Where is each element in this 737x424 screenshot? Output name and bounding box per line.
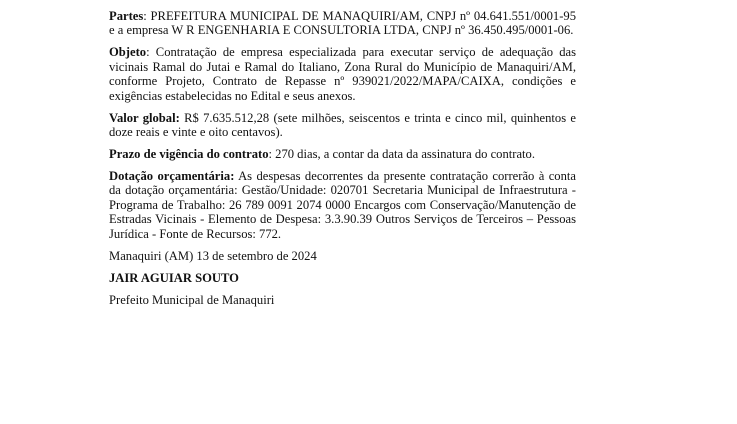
place-date: Manaquiri (AM) 13 de setembro de 2024 (109, 248, 317, 263)
prazo-paragraph (109, 147, 576, 161)
objeto-text: : Contratação de empresa especializada para executar serviço de adequação das vicinais Ramal do Jutai e Ramal do Italiano, Zona Rural do Município de Manaquiri/AM, conforme Projeto, Contrato de Repasse nº 939021/2022/MAPA/CAIXA, condições e exigências estabelecidas no Edital e seus anexos. (109, 45, 576, 103)
contract-extract (109, 9, 576, 308)
valor-global-text: R$ 7.635.512,28 (sete milhões, seiscentos e trinta e cinco mil, quinhentos e doze reais e vinte e oito centavos). (109, 110, 576, 140)
dotacao-label: Dotação orçamentária: (109, 169, 235, 184)
objeto-paragraph (109, 45, 576, 103)
prazo-text: : 270 dias, a contar da data da assinatura do contrato. (268, 147, 535, 162)
valor-global-label: Valor global: (109, 110, 180, 125)
objeto-label: Objeto (109, 45, 147, 60)
signer-role: Prefeito Municipal de Manaquiri (109, 293, 275, 308)
prazo-label: Prazo de vigência do contrato (109, 147, 269, 162)
partes-text: : PREFEITURA MUNICIPAL DE MANAQUIRI/AM, CNPJ nº 04.641.551/0001-95 e a empresa W R ENGENHARIA E CONSULTORIA LTDA, CNPJ nº 36.450.495/0001-06. (109, 9, 576, 38)
dotacao-paragraph (109, 169, 576, 241)
dotacao-text: As despesas decorrentes da presente contratação correrão à conta da dotação orçamentária: Gestão/Unidade: 020701 Secretaria Municipal de Infraestrutura - Programa de Trabalho: 26 789 0091 2074 0000 Encargos com Conservação/Manutenção de Estradas Vicinais - Elemento de Despesa: 3.3.90.39 Outros Serviços de Terceiros – Pessoas Jurídica - Fonte de Recursos: 772. (109, 169, 576, 241)
valor-global-paragraph (109, 111, 576, 140)
partes-label: Partes (109, 9, 144, 23)
signer-name: JAIR AGUIAR SOUTO (109, 271, 239, 286)
partes-paragraph (109, 9, 576, 38)
